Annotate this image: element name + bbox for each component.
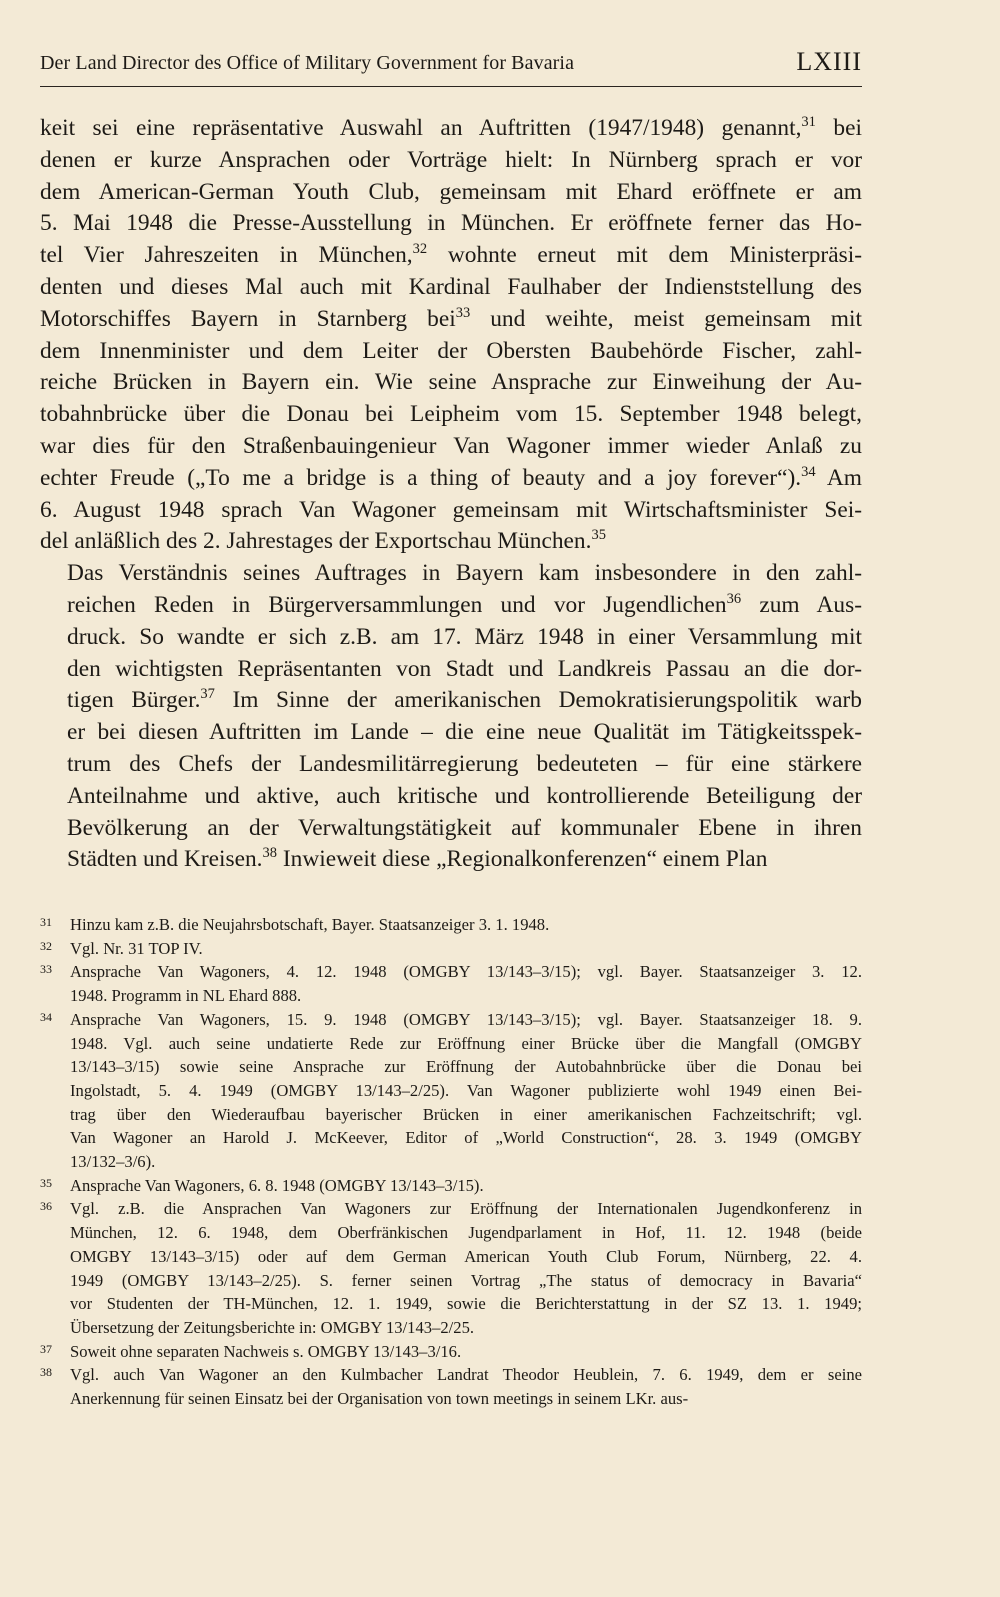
text-line xyxy=(40,399,862,431)
text-line xyxy=(40,463,862,495)
text-run: zum Aus- xyxy=(741,591,862,618)
text-line xyxy=(40,495,862,527)
text-run: den wichtigsten Repräsentanten von Stadt und Landkreis Passau an die dor- xyxy=(67,655,862,682)
footnote-ref: 37 xyxy=(200,686,215,703)
text-run: tel Vier Jahreszeiten in München, xyxy=(40,242,413,269)
footnote-number: 31 xyxy=(40,915,52,929)
text-run: war dies für den Straßenbauingenieur Van Wagoner immer wieder Anlaß zu xyxy=(40,432,862,459)
footnote-number: 33 xyxy=(40,962,52,977)
text-run: Motorschiffes Bayern in Starnberg bei xyxy=(40,305,456,332)
footnote-number: 38 xyxy=(40,1365,52,1380)
text-line xyxy=(40,272,862,304)
footnote-line: München, 12. 6. 1948, dem Oberfränkischen Jugendparlament in Hof, 11. 12. 1948 (beide xyxy=(70,1223,862,1243)
text-run: wohnte erneut mit dem Ministerpräsi- xyxy=(427,242,862,269)
footnote xyxy=(40,1340,862,1364)
text-line xyxy=(40,113,862,145)
footnote xyxy=(40,1197,862,1339)
footnote-line: Soweit ohne separaten Nachweis s. OMGBY 13/143–3/16. xyxy=(70,1341,462,1361)
footnote-line: Vgl. auch Van Wagoner an den Kulmbacher Landrat Theodor Heublein, 7. 6. 1949, dem er seine xyxy=(70,1365,862,1385)
running-header xyxy=(40,46,862,87)
text-line xyxy=(40,145,862,177)
main-text xyxy=(40,113,862,876)
footnote-ref: 33 xyxy=(455,304,471,321)
text-run: tobahnbrücke über die Donau bei Leipheim vom 15. September 1948 belegt, xyxy=(40,401,862,428)
text-line xyxy=(40,240,862,272)
text-run: Inwieweit diese „Regionalkonferenzen“ einem Plan xyxy=(277,846,768,873)
footnote-number: 36 xyxy=(40,1199,52,1214)
footnote-line: 1948. Programm in NL Ehard 888. xyxy=(70,986,302,1006)
paragraph xyxy=(40,558,862,876)
text-run: echter Freude („To me a bridge is a thing of beauty and a joy forever“). xyxy=(40,464,802,491)
footnote-ref: 38 xyxy=(262,845,278,862)
text-run: keit sei eine repräsentative Auswahl an Auftritten (1947/1948) genannt, xyxy=(40,115,802,141)
footnote xyxy=(40,1174,862,1198)
footnote-line: 1949 (OMGBY 13/143–2/25). S. ferner seinen Vortrag „The status of democracy in Bavaria“ xyxy=(70,1270,862,1290)
page-number: LXIII xyxy=(796,47,862,76)
text-line xyxy=(40,526,862,558)
text-run: denen er kurze Ansprachen oder Vorträge hielt: In Nürnberg sprach er vor xyxy=(40,146,862,173)
footnote-line: 1948. Vgl. auch seine undatierte Rede zur Eröffnung einer Brücke über die Mangfall (OMGBY xyxy=(70,1033,862,1053)
text-line xyxy=(40,844,862,876)
text-run: Im Sinne der amerikanischen Demokratisierungspolitik warb xyxy=(214,687,862,714)
footnote-line: 13/143–3/15) sowie seine Ansprache zur Eröffnung der Autobahnbrücke über die Donau bei xyxy=(70,1057,862,1077)
footnote-line: Hinzu kam z.B. die Neujahrsbotschaft, Bayer. Staatsanzeiger 3. 1. 1948. xyxy=(70,915,550,934)
footnote-line: Ansprache Van Wagoners, 4. 12. 1948 (OMGBY 13/143–3/15); vgl. Bayer. Staatsanzeiger 3. 12. xyxy=(70,962,862,982)
footnote-ref: 34 xyxy=(801,463,816,480)
text-line xyxy=(40,685,862,717)
text-line xyxy=(40,208,862,240)
footnote xyxy=(40,937,862,961)
footnote-ref: 31 xyxy=(801,114,816,131)
footnote xyxy=(40,1363,862,1410)
text-run: und weihte, meist gemeinsam mit xyxy=(470,305,862,332)
footnote-number: 34 xyxy=(40,1009,52,1024)
footnote-ref: 36 xyxy=(726,590,742,607)
text-line xyxy=(40,367,862,399)
text-line xyxy=(40,717,862,749)
footnote-line: Ansprache Van Wagoners, 6. 8. 1948 (OMGBY 13/143–3/15). xyxy=(70,1175,484,1195)
footnote-line: trag über den Wiederaufbau bayerischer Brücken in einer amerikanischen Fachzeitschrift; vgl. xyxy=(70,1104,862,1124)
text-line xyxy=(40,177,862,209)
text-line xyxy=(40,336,862,368)
text-run: dem American-German Youth Club, gemeinsam mit Ehard eröffnete er am xyxy=(40,178,862,205)
paragraph xyxy=(40,113,862,558)
footnote xyxy=(40,1008,862,1174)
footnote-number: 37 xyxy=(40,1341,52,1356)
text-line xyxy=(40,304,862,336)
text-line xyxy=(40,590,862,622)
footnote-line: Ansprache Van Wagoners, 15. 9. 1948 (OMGBY 13/143–3/15); vgl. Bayer. Staatsanzeiger 18. 9. xyxy=(70,1009,862,1029)
footnote-line: Ingolstadt, 5. 4. 1949 (OMGBY 13/143–2/25). Van Wagoner publizierte wohl 1949 einen Bei- xyxy=(70,1080,862,1100)
footnote-line: Van Wagoner an Harold J. McKeever, Editor of „World Construction“, 28. 3. 1949 (OMGBY xyxy=(70,1128,862,1148)
text-run: Städten und Kreisen. xyxy=(67,846,263,873)
text-line xyxy=(40,622,862,654)
text-line xyxy=(40,749,862,781)
text-run: Bevölkerung an der Verwaltungstätigkeit auf kommunaler Ebene in ihren xyxy=(67,814,862,841)
running-title: Der Land Director des Office of Military Government for Bavaria xyxy=(40,52,575,74)
footnote xyxy=(40,960,862,1007)
text-run: del anläßlich des 2. Jahrestages der Exportschau München. xyxy=(40,528,592,555)
text-run: reichen Reden in Bürgerversammlungen und vor Jugendlichen xyxy=(67,591,727,618)
text-run: er bei diesen Auftritten im Lande – die eine neue Qualität im Tätigkeitsspek- xyxy=(67,719,862,746)
footnote-line: Übersetzung der Zeitungsberichte in: OMGBY 13/143–2/25. xyxy=(70,1317,475,1337)
footnote-number: 32 xyxy=(40,938,52,953)
footnote-ref: 32 xyxy=(412,241,428,258)
text-run: denten und dieses Mal auch mit Kardinal Faulhaber der Indienststellung des xyxy=(40,273,862,300)
text-line xyxy=(40,781,862,813)
text-run: trum des Chefs der Landesmilitärregierung bedeuteten – für eine stärkere xyxy=(67,750,862,777)
footnote-number: 35 xyxy=(40,1175,52,1190)
text-run: druck. So wandte er sich z.B. am 17. März 1948 in einer Versammlung mit xyxy=(67,623,862,650)
footnote xyxy=(40,913,862,937)
text-run: Das Verständnis seines Auftrages in Bayern kam insbesondere in den zahl- xyxy=(67,560,862,587)
text-run: dem Innenminister und dem Leiter der Obersten Baubehörde Fischer, zahl- xyxy=(40,337,862,364)
text-run: Anteilnahme und aktive, auch kritische und kontrollierende Beteiligung der xyxy=(67,782,862,809)
footnote-line: 13/132–3/6). xyxy=(70,1152,156,1172)
footnote-line: Anerkennung für seinen Einsatz bei der Organisation von town meetings in seinem LKr. aus- xyxy=(70,1389,689,1409)
text-run: bei xyxy=(815,115,862,141)
footnote-line: vor Studenten der TH-München, 12. 1. 1949, sowie die Berichterstattung in der SZ 13. 1. 1949; xyxy=(70,1294,862,1314)
footnote-line: OMGBY 13/143–3/15) oder auf dem German American Youth Club Forum, Nürnberg, 22. 4. xyxy=(70,1246,862,1266)
text-run: reiche Brücken in Bayern ein. Wie seine Ansprache zur Einweihung der Au- xyxy=(40,369,862,396)
footnotes xyxy=(40,913,862,1411)
text-line xyxy=(40,654,862,686)
footnote-line: Vgl. z.B. die Ansprachen Van Wagoners zur Eröffnung der Internationalen Jugendkonferenz in xyxy=(70,1199,862,1219)
text-run: tigen Bürger. xyxy=(67,687,201,714)
text-run: 6. August 1948 sprach Van Wagoner gemeinsam mit Wirtschaftsminister Sei- xyxy=(40,496,862,523)
text-line xyxy=(40,558,862,590)
footnote-ref: 35 xyxy=(591,527,606,544)
text-run: 5. Mai 1948 die Presse-Ausstellung in München. Er eröffnete ferner das Ho- xyxy=(40,210,862,237)
text-run: Am xyxy=(815,464,862,491)
text-line xyxy=(40,813,862,845)
text-line xyxy=(40,431,862,463)
footnote-line: Vgl. Nr. 31 TOP IV. xyxy=(70,938,203,958)
